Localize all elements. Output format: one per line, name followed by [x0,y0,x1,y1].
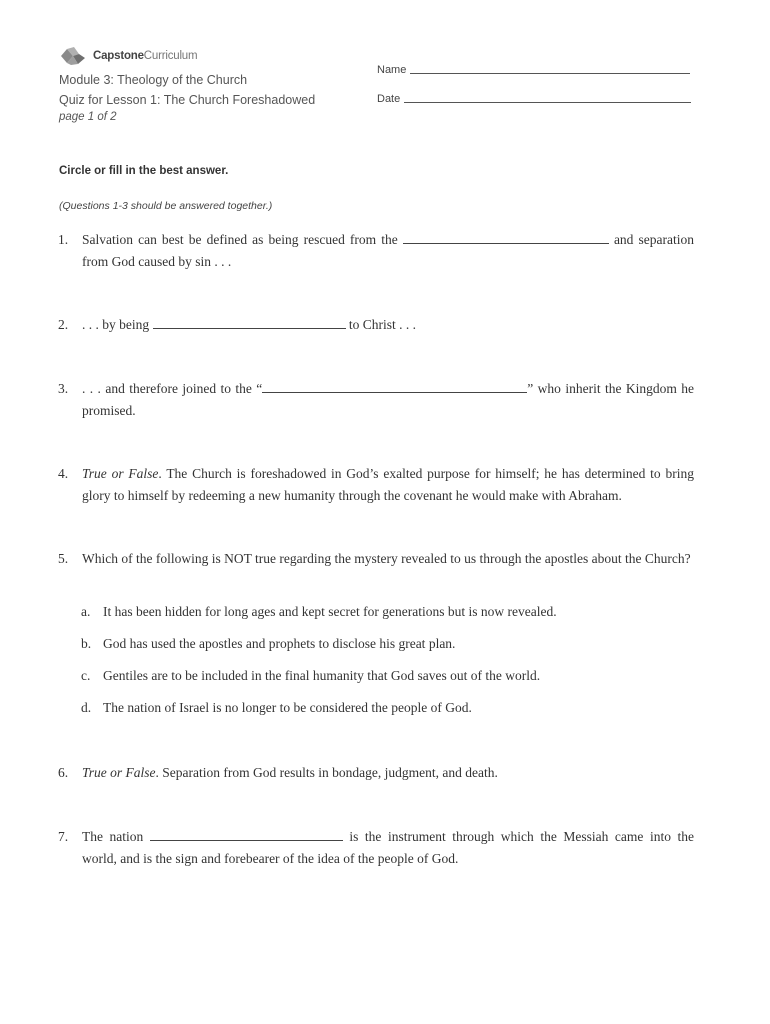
question-number: 6. [58,765,69,780]
true-false-label: True or False [82,765,156,780]
option-c[interactable] [81,665,540,686]
option-text: The nation of Israel is no longer to be considered the people of God. [103,700,472,715]
date-label: Date [377,93,401,105]
group-note: (Questions 1-3 should be answered together.) [59,200,273,212]
question-7 [58,826,694,869]
question-text-b: ” who inherit the Kingdom he promised. [82,381,695,418]
module-title: Module 3: Theology of the Church [59,73,248,87]
page-indicator: page 1 of 2 [59,111,117,123]
question-number: 2. [58,317,69,332]
question-text: . The Church is foreshadowed in God’s exalted purpose for himself; he has determined to bring glory to himself by redeeming a new humanity through the covenant he would make with Abraham. [82,466,694,503]
true-false-label: True or False [82,466,159,481]
answer-blank[interactable] [150,840,343,841]
option-d[interactable] [81,697,472,718]
option-text: It has been hidden for long ages and kept secret for generations but is now revealed. [103,604,557,619]
question-number: 1. [58,232,69,247]
brand-name [93,50,197,62]
instructions: Circle or fill in the best answer. [59,165,229,177]
question-number: 7. [58,829,69,844]
question-text-a: . . . by being [82,317,150,332]
question-text-b: and separation from God caused by sin . . . [82,232,694,269]
question-number: 5. [58,551,69,566]
question-4 [58,463,694,506]
option-letter: c. [81,668,91,683]
question-text-a: . . . and therefore joined to the “ [82,381,263,396]
quiz-title: Quiz for Lesson 1: The Church Foreshadowed [59,93,316,107]
date-field[interactable] [377,93,691,105]
question-6 [58,762,694,784]
date-line[interactable] [404,102,691,103]
option-text: Gentiles are to be included in the final humanity that God saves out of the world. [103,668,541,683]
name-label: Name [377,64,407,76]
question-3 [58,378,694,421]
question-2 [58,314,694,336]
option-b[interactable] [81,633,455,654]
question-number: 4. [58,466,69,481]
question-text: . Separation from God results in bondage, judgment, and death. [155,765,498,780]
question-text-a: The nation [82,829,144,844]
capstone-logo [59,45,197,67]
question-number: 3. [58,381,69,396]
question-text-b: is the instrument through which the Messiah came into the world, and is the sign and forebearer of the idea of the people of God. [82,829,694,866]
name-field[interactable] [377,64,690,76]
question-text-b: to Christ . . . [348,317,417,332]
question-text-a: Salvation can best be defined as being rescued from the [82,232,398,247]
answer-blank[interactable] [403,243,609,244]
option-a[interactable] [81,601,557,622]
question-text: Which of the following is NOT true regarding the mystery revealed to us through the apostles about the Church? [82,551,691,566]
option-text: God has used the apostles and prophets to disclose his great plan. [103,636,456,651]
option-letter: d. [81,700,92,715]
question-1 [58,229,694,272]
answer-blank[interactable] [262,392,527,393]
option-letter: b. [81,636,92,651]
name-line[interactable] [410,73,690,74]
brand-light: Curriculum [143,50,198,62]
capstone-logo-icon [59,46,87,66]
answer-blank[interactable] [153,328,346,329]
question-5 [58,548,694,570]
option-letter: a. [81,604,91,619]
brand-bold: Capstone [93,50,144,62]
